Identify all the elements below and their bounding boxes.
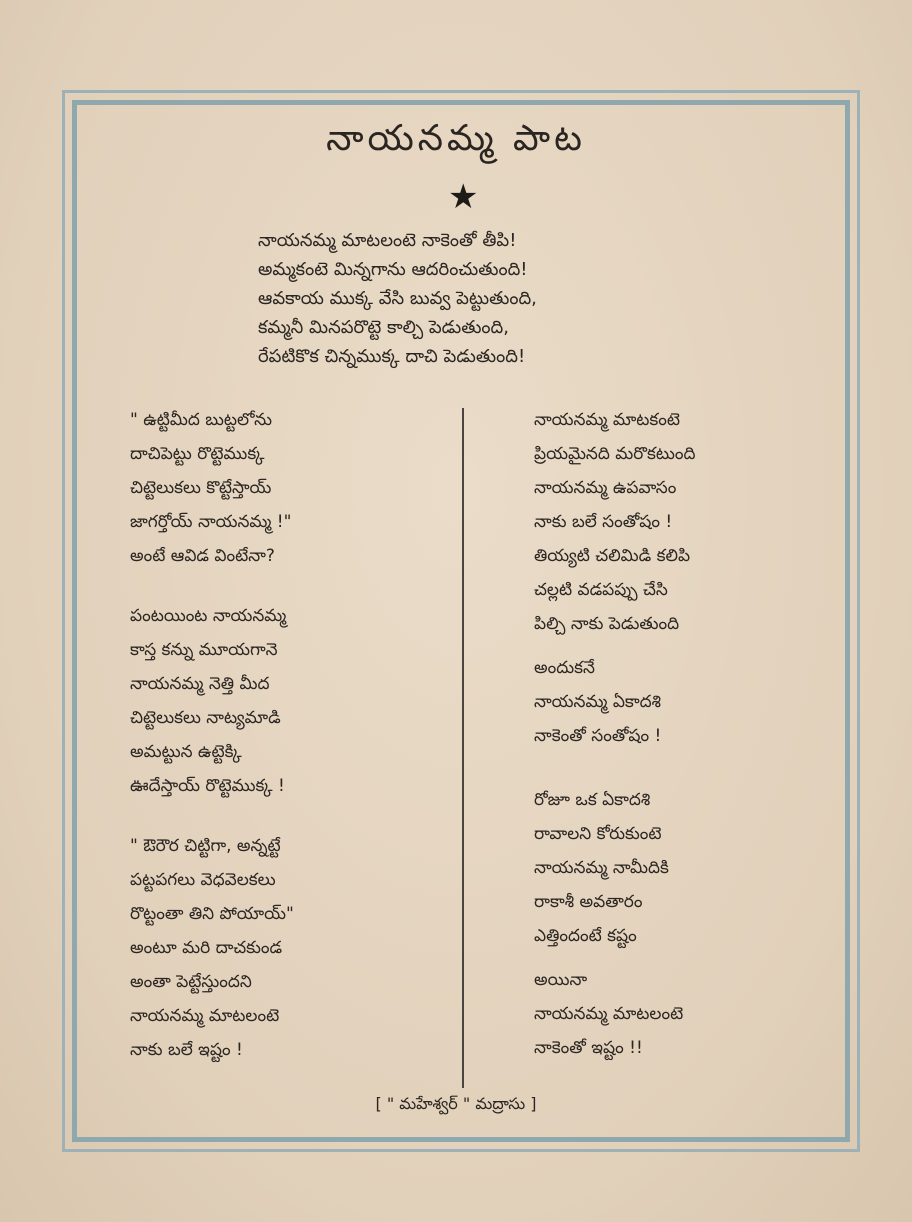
poem-line: నాయనమ్మ మాటకంటె	[534, 410, 681, 430]
poem-line: " ఔరౌర చిట్టిగా, అన్నట్టే	[130, 836, 281, 856]
poem-line: దాచిపెట్టు రొట్టెముక్క	[130, 444, 265, 464]
star-icon: ★	[448, 177, 479, 217]
stanza-gap	[534, 753, 696, 783]
poem-line: " ఉట్టిమీద బుట్టలోను	[130, 410, 272, 430]
right-column	[534, 403, 696, 1065]
poem-line: జాగర్తోయ్ నాయనమ్మ !"	[130, 512, 292, 532]
poem-line: చిట్టెలుకలు కొట్టేస్తాయ్	[130, 478, 272, 498]
poem-line: నాయనమ్మ నామీదికి	[534, 858, 669, 878]
poem-line: అంతా పెట్టేస్తుందని	[130, 972, 252, 992]
poem-line: రాకాశీ అవతారం	[534, 892, 643, 912]
intro-line: రేపటికొక చిన్నముక్క దాచి పెడుతుంది!	[258, 346, 526, 367]
stanza-gap	[130, 573, 294, 599]
poem-line: నాకు బలే సంతోషం !	[534, 512, 673, 532]
poem-line: నాకు బలే ఇష్టం !	[130, 1040, 243, 1060]
poem-line: చిట్టెలుకలు నాట్యమాడి	[130, 708, 281, 728]
poem-line: నాకెంతో ఇష్టం !!	[534, 1038, 643, 1058]
poem-line: పంటయింట నాయనమ్మ	[130, 606, 287, 626]
poem-line: చల్లటి వడపప్పు చేసి	[534, 580, 668, 600]
left-column	[130, 403, 294, 1067]
poem-line: నాయనమ్మ నెత్తి మీద	[130, 674, 270, 694]
poem-line: రొట్టంతా తిని పోయాయ్"	[130, 904, 294, 924]
poem-line: అంటే ఆవిడ వింటేనా?	[130, 546, 275, 566]
poem-line: రావాలని కోరుకుంటె	[534, 824, 662, 844]
poem-line: నాయనమ్మ మాటలంటె	[534, 1004, 684, 1024]
poem-line: అంటూ మరి దాచకుండ	[130, 938, 283, 958]
poem-line: నాకెంతో సంతోషం !	[534, 726, 662, 746]
poem-line: ఎత్తిందంటే కష్టం	[534, 926, 637, 946]
poem-line: పిల్చి నాకు పెడుతుంది	[534, 614, 680, 634]
stanza-gap	[130, 803, 294, 829]
poem-line: నాయనమ్మ ఉపవాసం	[534, 478, 677, 498]
column-divider	[462, 408, 464, 1088]
poem-line: నాయనమ్మ మాటలంటె	[130, 1006, 280, 1026]
poem-line: తియ్యటి చలిమిడి కలిపి	[534, 546, 691, 566]
poem-line: అందుకనే	[534, 658, 595, 678]
intro-stanza	[258, 226, 537, 371]
poem-title: నాయనమ్మ పాట	[326, 118, 586, 159]
poem-line: అమట్టున ఉట్టెక్కి	[130, 742, 242, 762]
intro-line: నాయనమ్మ మాటలంటె నాకెంతో తీపి!	[258, 230, 517, 251]
poem-line: ప్రియమైనది మరొకటుంది	[534, 444, 696, 464]
attribution: [ " మహేశ్వర్ " మద్రాసు ]	[375, 1094, 537, 1113]
intro-line: అమ్మకంటె మిన్నగాను ఆదరించుతుంది!	[258, 259, 528, 280]
poem-line: కాస్త కన్ను మూయగానె	[130, 640, 278, 660]
poem-line: పట్టపగలు వెధవెలకలు	[130, 870, 276, 890]
stanza-gap	[534, 641, 696, 651]
intro-line: కమ్మనీ మినపరొట్టె కాల్చి పెడుతుంది,	[258, 317, 509, 338]
poem-line: నాయనమ్మ ఏకాదశి	[534, 692, 662, 712]
poem-line: ఊదేస్తాయ్ రొట్టెముక్క !	[130, 776, 285, 796]
poem-line: రోజూ ఒక ఏకాదశి	[534, 790, 651, 810]
intro-line: ఆవకాయ ముక్క వేసి బువ్వ పెట్టుతుంది,	[258, 288, 537, 309]
stanza-gap	[534, 953, 696, 963]
poem-line: అయినా	[534, 970, 588, 990]
